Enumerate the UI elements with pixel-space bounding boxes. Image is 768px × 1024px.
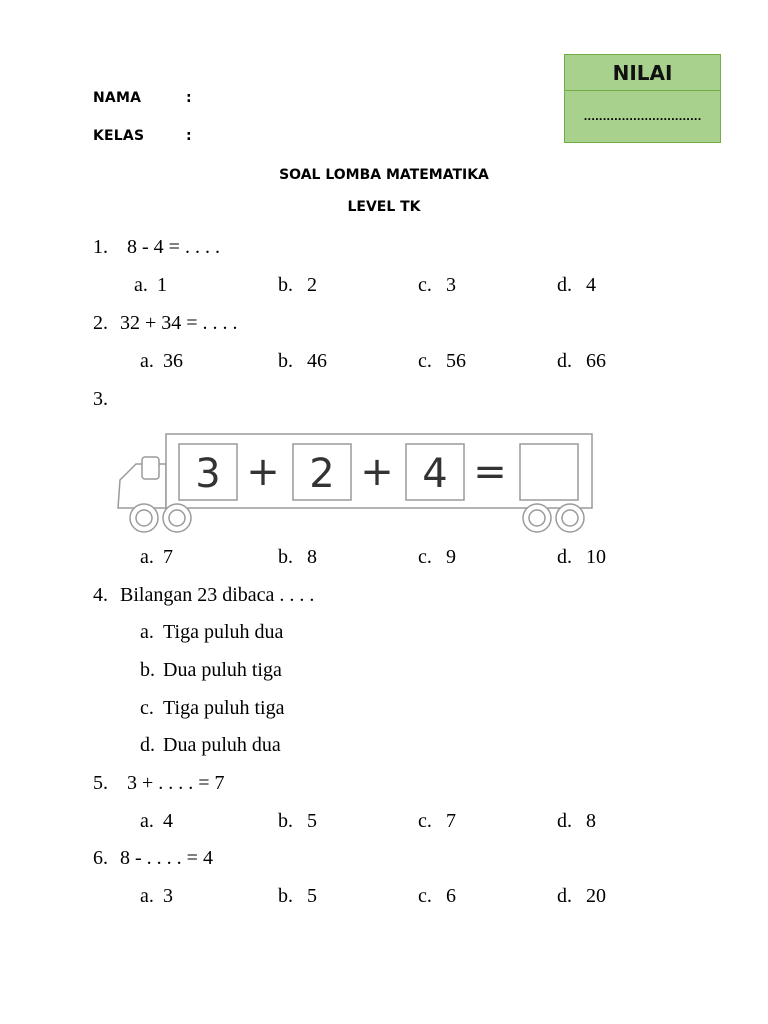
q5-option-a-letter: a. [140, 810, 154, 832]
q5-option-b-letter: b. [278, 810, 293, 832]
q6-option-d-letter: d. [557, 885, 572, 907]
q3-option-d-letter: d. [557, 546, 572, 568]
truck-wheel-hub [136, 510, 152, 526]
answer-box [520, 444, 578, 500]
truck-wheel-hub [169, 510, 185, 526]
truck-plus-1: + [246, 449, 280, 495]
truck-wheel-hub [562, 510, 578, 526]
q6-option-a-letter: a. [140, 885, 154, 907]
q4-option-d-letter: d. [140, 734, 155, 756]
q2-option-a-text: 36 [163, 350, 183, 372]
q6-option-b-text: 5 [307, 885, 317, 907]
page-title: SOAL LOMBA MATEMATIKA [279, 167, 489, 183]
q6-option-b-letter: b. [278, 885, 293, 907]
q6-option-c-text: 6 [446, 885, 456, 907]
q2-option-c-letter: c. [418, 350, 432, 372]
question-5-number: 5. [93, 772, 108, 794]
question-3-number: 3. [93, 388, 108, 410]
q3-option-d-text: 10 [586, 546, 606, 568]
kelas-colon: : [186, 128, 192, 144]
truck-equals: = [473, 449, 507, 495]
q4-option-b-letter: b. [140, 659, 155, 681]
q5-option-d-text: 8 [586, 810, 596, 832]
q4-option-a-text: Tiga puluh dua [163, 621, 284, 643]
q3-option-b-letter: b. [278, 546, 293, 568]
q4-option-a-letter: a. [140, 621, 154, 643]
q2-option-d-text: 66 [586, 350, 606, 372]
q2-option-b-text: 46 [307, 350, 327, 372]
q1-option-a-letter: a. [134, 274, 148, 296]
q5-option-c-text: 7 [446, 810, 456, 832]
q1-option-d-letter: d. [557, 274, 572, 296]
question-1-number: 1. [93, 236, 108, 258]
question-5-text: 3 + . . . . = 7 [127, 772, 225, 794]
q3-option-c-text: 9 [446, 546, 456, 568]
truck-number-1: 3 [195, 451, 221, 497]
truck-wheel-hub [529, 510, 545, 526]
q6-option-a-text: 3 [163, 885, 173, 907]
q1-option-c-letter: c. [418, 274, 432, 296]
truck-plus-2: + [360, 449, 394, 495]
nama-colon: : [186, 90, 192, 106]
q1-option-b-letter: b. [278, 274, 293, 296]
q4-option-d-text: Dua puluh dua [163, 734, 281, 756]
truck-number-2: 2 [309, 451, 335, 497]
q2-option-c-text: 56 [446, 350, 466, 372]
q6-option-c-letter: c. [418, 885, 432, 907]
score-blank: ............................... [583, 111, 702, 123]
q5-option-c-letter: c. [418, 810, 432, 832]
q1-option-a-text: 1 [157, 274, 167, 296]
page-subtitle: LEVEL TK [347, 199, 421, 215]
q5-option-b-text: 5 [307, 810, 317, 832]
question-2-text: 32 + 34 = . . . . [120, 312, 238, 334]
q3-option-b-text: 8 [307, 546, 317, 568]
nama-label: NAMA [93, 90, 142, 106]
score-label: NILAI [565, 55, 720, 91]
truck-number-3: 4 [422, 451, 448, 497]
score-box [564, 54, 721, 143]
question-2-number: 2. [93, 312, 108, 334]
q2-option-d-letter: d. [557, 350, 572, 372]
q4-option-c-text: Tiga puluh tiga [163, 697, 285, 719]
q3-option-a-letter: a. [140, 546, 154, 568]
question-1-text: 8 - 4 = . . . . [127, 236, 220, 258]
truck-window [142, 457, 159, 479]
q3-option-a-text: 7 [163, 546, 173, 568]
question-6-number: 6. [93, 847, 108, 869]
question-4-text: Bilangan 23 dibaca . . . . [120, 584, 315, 606]
q2-option-a-letter: a. [140, 350, 154, 372]
question-4-number: 4. [93, 584, 108, 606]
q3-option-c-letter: c. [418, 546, 432, 568]
q2-option-b-letter: b. [278, 350, 293, 372]
q1-option-d-text: 4 [586, 274, 596, 296]
q5-option-d-letter: d. [557, 810, 572, 832]
q1-option-c-text: 3 [446, 274, 456, 296]
q5-option-a-text: 4 [163, 810, 173, 832]
q1-option-b-text: 2 [307, 274, 317, 296]
q6-option-d-text: 20 [586, 885, 606, 907]
q4-option-b-text: Dua puluh tiga [163, 659, 282, 681]
truck-equation-illustration [114, 430, 596, 536]
kelas-label: KELAS [93, 128, 145, 144]
question-6-text: 8 - . . . . = 4 [120, 847, 213, 869]
q4-option-c-letter: c. [140, 697, 154, 719]
